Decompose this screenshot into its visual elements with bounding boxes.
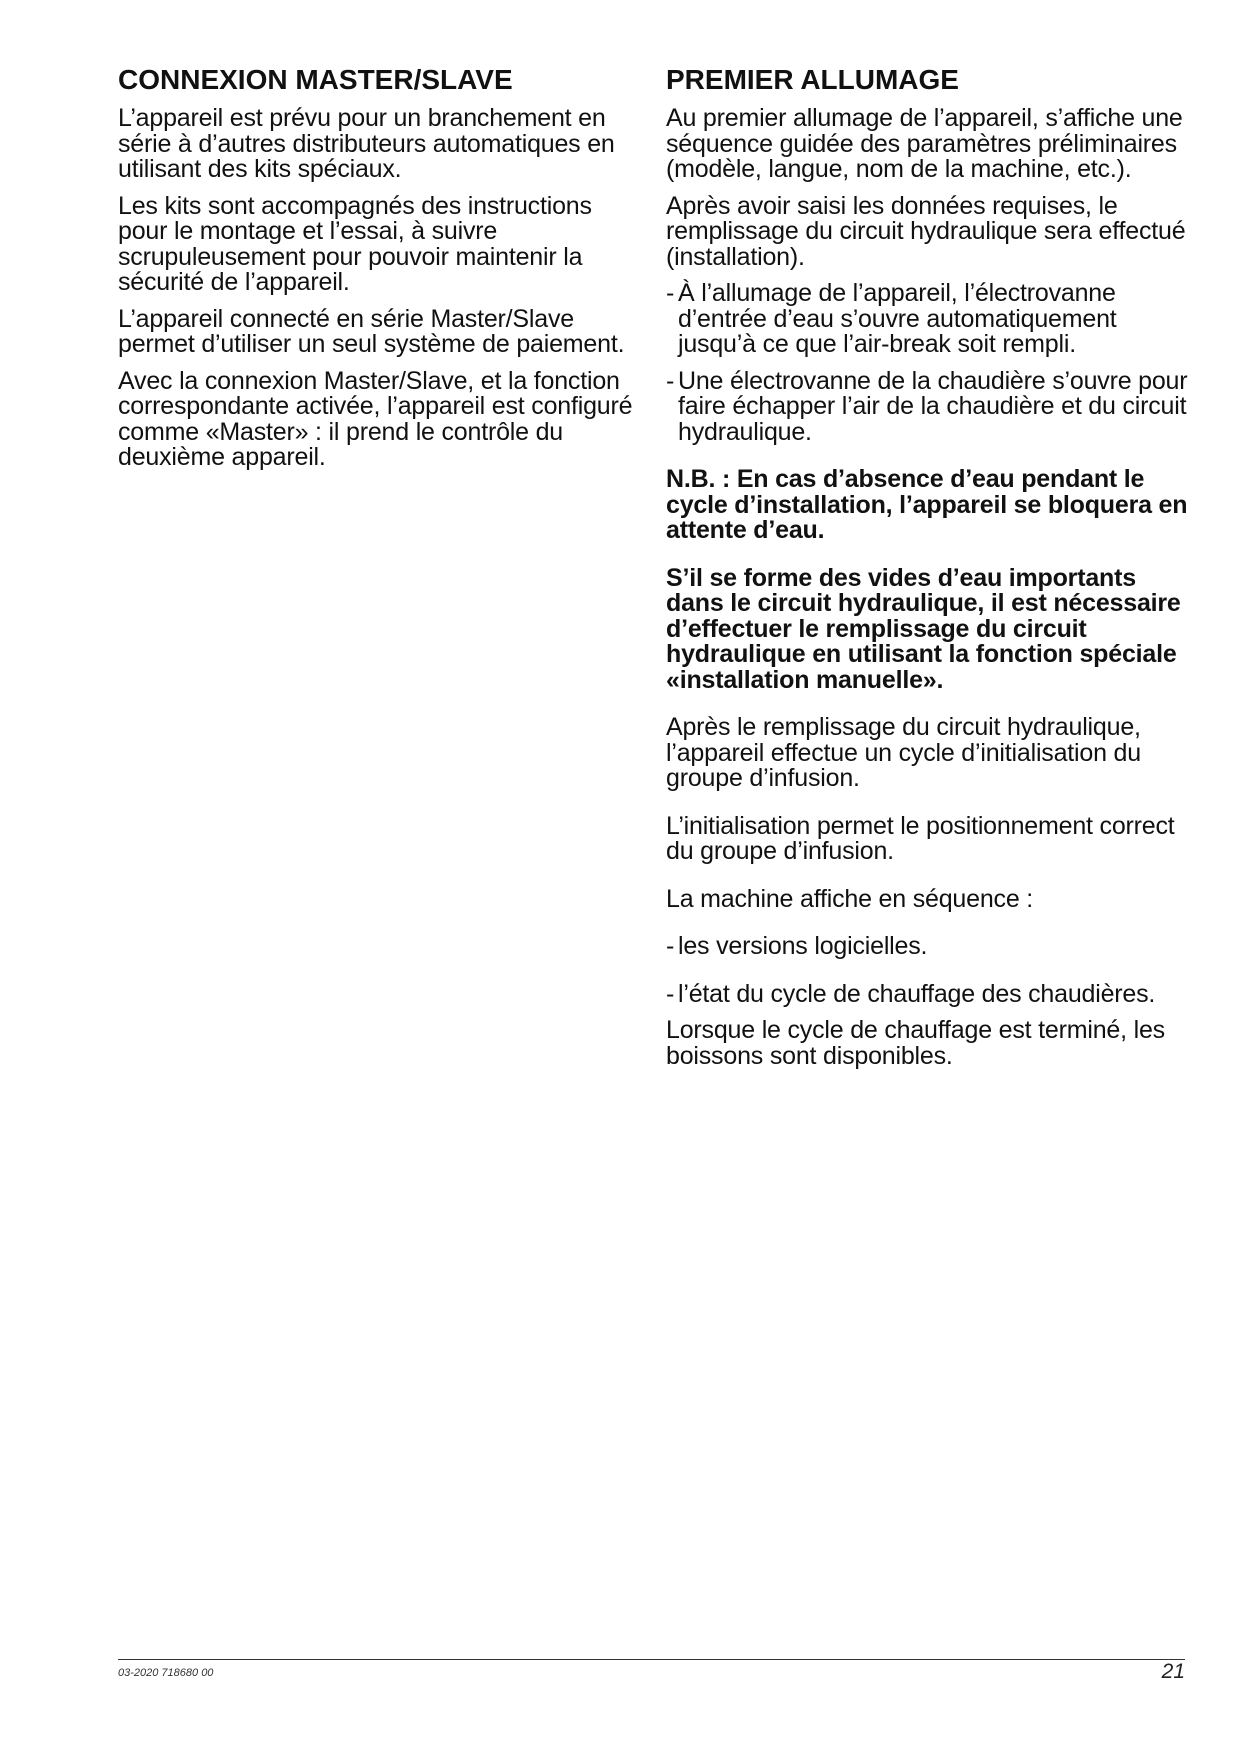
list-item bbox=[666, 281, 1196, 358]
paragraph: Au premier allumage de l’appareil, s’affiche une séquence guidée des paramètres préliminaires (modèle, langue, nom de la machine, etc.). bbox=[666, 104, 1183, 183]
dash-bullet: - bbox=[666, 366, 675, 395]
dash-bullet: - bbox=[666, 979, 675, 1008]
dash-bullet: - bbox=[666, 279, 675, 307]
list-item-text: Une électrovanne de la chaudière s’ouvre pour faire échapper l’air de la chaudière et du circuit hydraulique. bbox=[678, 366, 1188, 446]
page-number: 21 bbox=[1161, 1660, 1185, 1683]
list-item-text: l’état du cycle de chauffage des chaudières. bbox=[678, 979, 1156, 1008]
section-heading-master-slave: CONNEXION MASTER/SLAVE bbox=[118, 64, 513, 95]
list-item bbox=[666, 934, 1196, 960]
list-item bbox=[666, 979, 1196, 1008]
list-item bbox=[666, 366, 1196, 446]
left-column bbox=[118, 64, 633, 482]
paragraph: L’appareil est prévu pour un branchement en série à d’autres distributeurs automatiques en utilisant des kits spéciaux. bbox=[118, 104, 615, 183]
list-item-text: À l’allumage de l’appareil, l’électrovanne d’entrée d’eau s’ouvre automatiquement jusqu’à ce que l’air-break soit rempli. bbox=[678, 279, 1117, 358]
right-column bbox=[666, 64, 1196, 1080]
list-item-text: les versions logicielles. bbox=[678, 932, 928, 960]
paragraph: Avec la connexion Master/Slave, et la fonction correspondante activée, l’appareil est configuré comme «Master» : il prend le contrôle du deuxième appareil. bbox=[118, 366, 633, 471]
footer-divider bbox=[118, 1659, 1185, 1660]
paragraph: L’appareil connecté en série Master/Slave permet d’utiliser un seul système de paiement. bbox=[118, 304, 625, 358]
section-heading-premier-allumage: PREMIER ALLUMAGE bbox=[666, 64, 959, 95]
document-code: 03-2020 718680 00 bbox=[118, 1667, 214, 1679]
paragraph: Lorsque le cycle de chauffage est terminé, les boissons sont disponibles. bbox=[666, 1016, 1165, 1070]
dash-bullet: - bbox=[666, 932, 675, 960]
paragraph: Après le remplissage du circuit hydraulique, l’appareil effectue un cycle d’initialisation du groupe d’infusion. bbox=[666, 713, 1141, 792]
paragraph: L’initialisation permet le positionnement correct du groupe d’infusion. bbox=[666, 811, 1175, 865]
paragraph: Les kits sont accompagnés des instructions pour le montage et l’essai, à suivre scrupuleusement pour pouvoir maintenir la sécurité de l’appareil. bbox=[118, 191, 592, 296]
note-vides-eau: S’il se forme des vides d’eau importants dans le circuit hydraulique, il est nécessaire d’effectuer le remplissage du circuit hydraulique en utilisant la fonction spéciale «installation manuelle». bbox=[666, 563, 1181, 694]
paragraph: La machine affiche en séquence : bbox=[666, 884, 1034, 913]
paragraph: Après avoir saisi les données requises, le remplissage du circuit hydraulique sera effectué (installation). bbox=[666, 191, 1186, 271]
note-absence-eau: N.B. : En cas d’absence d’eau pendant le cycle d’installation, l’appareil se bloquera en attente d’eau. bbox=[666, 465, 1188, 544]
